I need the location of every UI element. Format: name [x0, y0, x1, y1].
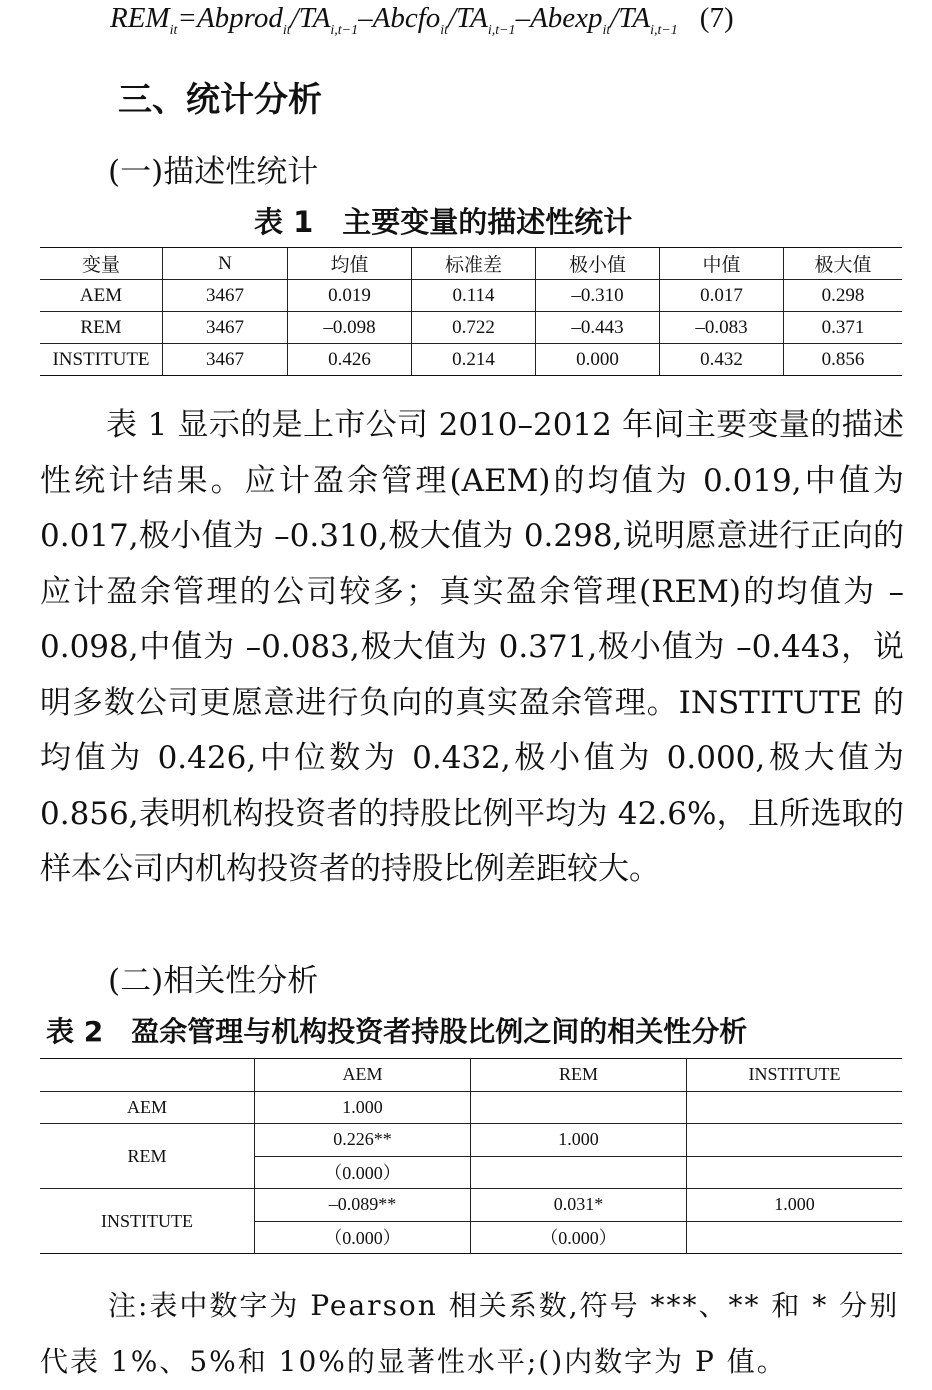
table-row — [40, 1091, 902, 1124]
table-cell: （0.000） — [471, 1221, 687, 1254]
body-paragraph: 表 1 显示的是上市公司 2010–2012 年间主要变量的描述性统计结果。应计盈余管理(AEM)的均值为 0.019,中值为 0.017,极小值为 –0.310,极大值为 0.298,说明愿意进行正向的应计盈余管理的公司较多；真实盈余管理(REM)的均值为 –0.098,中值为 –0.083,极大值为 0.371,极小值为 –0.443，说明多数公司更愿意进行负向的真实盈余管理。INSTITUTE 的均值为 0.426,中位数为 0.432,极小值为 0.000,极大值为 0.856,表明机构投资者的持股比例平均为 42.6%，且所选取的样本公司内机构投资者的持股比例差距较大。 — [40, 407, 904, 887]
table-header-cell: 标准差 — [412, 248, 536, 280]
table-header-row — [40, 1059, 902, 1092]
table-cell: 3467 — [163, 312, 288, 344]
row-label: REM — [40, 1124, 255, 1189]
table-header-cell: N — [163, 248, 288, 280]
table-cell: 0.432 — [660, 344, 784, 376]
table-header-cell: 均值 — [288, 248, 412, 280]
table-cell: 1.000 — [255, 1091, 471, 1124]
table-cell: REM — [40, 312, 163, 344]
table-cell: –0.098 — [288, 312, 412, 344]
table-cell: 0.017 — [660, 280, 784, 312]
table-cell: 3467 — [163, 344, 288, 376]
table2-correlation — [40, 1058, 902, 1254]
table-row — [40, 1189, 902, 1222]
table-header-cell: 极大值 — [784, 248, 903, 280]
table-cell — [471, 1156, 687, 1189]
row-label: INSTITUTE — [40, 1189, 255, 1254]
table-cell — [687, 1221, 903, 1254]
table-header-cell: 变量 — [40, 248, 163, 280]
table-cell: 0.226** — [255, 1124, 471, 1157]
table-header-cell: 极小值 — [536, 248, 660, 280]
table-cell — [471, 1091, 687, 1124]
table1-caption: 表 1 主要变量的描述性统计 — [254, 205, 633, 239]
equation-number: (7) — [699, 2, 734, 34]
table-cell: INSTITUTE — [40, 344, 163, 376]
table-cell: 0.031* — [471, 1189, 687, 1222]
table-cell — [687, 1091, 903, 1124]
table-cell: 0.722 — [412, 312, 536, 344]
table-header-cell: INSTITUTE — [687, 1059, 903, 1092]
table-header-cell: REM — [471, 1059, 687, 1092]
row-label: AEM — [40, 1091, 255, 1124]
table-cell: 0.019 — [288, 280, 412, 312]
table-row — [40, 344, 902, 376]
table-cell: –0.443 — [536, 312, 660, 344]
table-cell: 0.426 — [288, 344, 412, 376]
table-row — [40, 280, 902, 312]
table2-caption: 表 2 盈余管理与机构投资者持股比例之间的相关性分析 — [46, 1015, 748, 1048]
table-cell: 0.856 — [784, 344, 903, 376]
table-cell: 0.114 — [412, 280, 536, 312]
table-cell: 1.000 — [687, 1189, 903, 1222]
equation-7: $REM_{it}=Abprod_{it}/TA_{i,t-1}-Abcfo_{it}/TA_{i,t-1}-Abexp_{it}/TA_{i,t-1}$ (7) — [110, 2, 734, 38]
table-cell: 0.371 — [784, 312, 903, 344]
table-cell: （0.000） — [255, 1156, 471, 1189]
table-cell: –0.310 — [536, 280, 660, 312]
subsection-heading-2: (二)相关性分析 — [108, 963, 319, 999]
table-row — [40, 1124, 902, 1157]
table-cell — [687, 1124, 903, 1157]
table1-descriptive-stats — [40, 247, 902, 376]
table-cell: 0.214 — [412, 344, 536, 376]
table-header-cell — [40, 1059, 255, 1092]
table-cell — [687, 1156, 903, 1189]
section-title: 三、统计分析 — [118, 80, 322, 120]
table-row — [40, 312, 902, 344]
table-note: 注:表中数字为 Pearson 相关系数,符号 ***、** 和 * 分别代表 1%、5%和 10%的显著性水平;()内数字为 P 值。 — [40, 1289, 900, 1378]
table-cell: 0.000 — [536, 344, 660, 376]
table-header-row — [40, 248, 902, 280]
table-cell: 1.000 — [471, 1124, 687, 1157]
table-cell: –0.083 — [660, 312, 784, 344]
table-cell: 0.298 — [784, 280, 903, 312]
subsection-heading-1: (一)描述性统计 — [108, 154, 319, 190]
table-header-cell: 中值 — [660, 248, 784, 280]
table-header-cell: AEM — [255, 1059, 471, 1092]
table-cell: –0.089** — [255, 1189, 471, 1222]
table-cell: 3467 — [163, 280, 288, 312]
table-cell: （0.000） — [255, 1221, 471, 1254]
table-cell: AEM — [40, 280, 163, 312]
